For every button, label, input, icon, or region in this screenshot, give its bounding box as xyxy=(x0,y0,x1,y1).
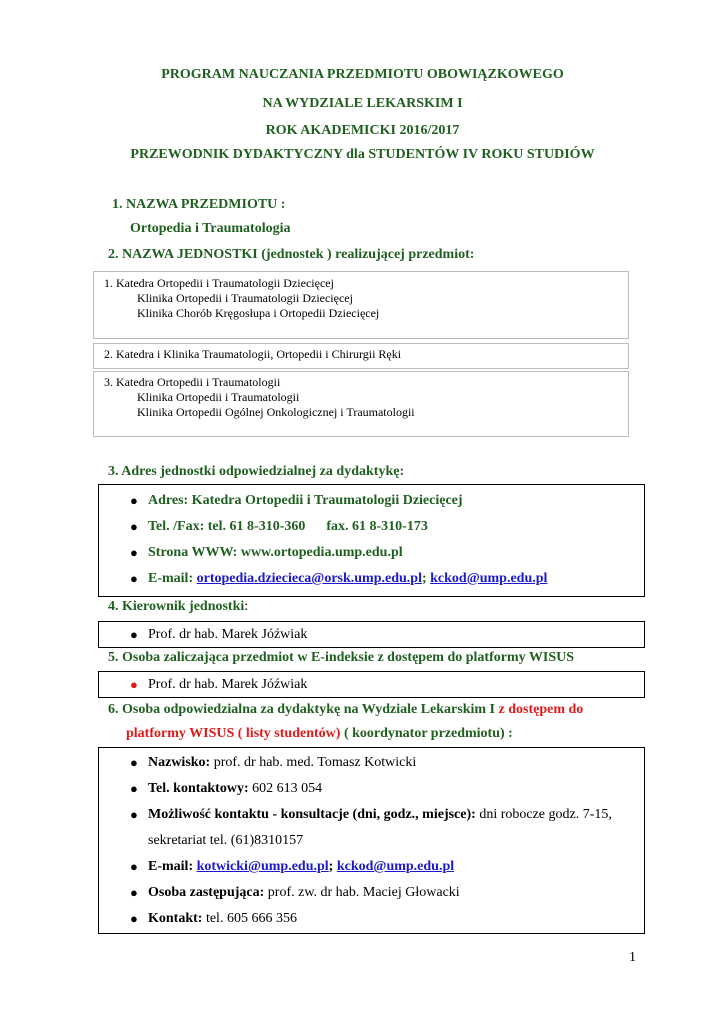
page-number: 1 xyxy=(629,950,636,965)
unit-2-title: 2. Katedra i Klinika Traumatologii, Ortopedii i Chirurgii Ręki xyxy=(104,347,402,361)
email-link-kotwicki[interactable]: kotwicki@ump.edu.pl xyxy=(196,859,329,874)
unit-3-clinic-2: Klinika Ortopedii Ogólnej Onkologicznej i Traumatologii xyxy=(137,405,415,419)
examiner-box: ● Prof. dr hab. Marek Jóźwiak xyxy=(98,671,645,698)
coordinator-box: ● Nazwisko: prof. dr hab. med. Tomasz Kotwicki ● Tel. kontaktowy: 602 613 054 ● Możliwość kontaktu - konsultacje (dni, godz., miejsce): dni robocze godz. 7-15, sekretariat tel. (61)8310157 ● E-mail: kotwicki@ump.edu.pl; kckod@ump.edu.pl ● Osoba zastępująca: prof. zw. dr hab. Maciej Głowacki ● Kontakt: tel. 605 666 356 xyxy=(98,747,645,934)
unit-1-clinic-2: Klinika Chorób Kręgosłupa i Ortopedii Dziecięcej xyxy=(137,306,380,320)
header-line-2: NA WYDZIALE LEKARSKIM I xyxy=(262,96,463,111)
email-link-2[interactable]: kckod@ump.edu.pl xyxy=(430,571,548,586)
bullet-icon: ● xyxy=(130,571,138,586)
bullet-icon: ● xyxy=(130,755,138,770)
section-2-heading: 2. NAZWA JEDNOSTKI (jednostek ) realizującej przedmiot: xyxy=(108,247,475,262)
email-link-kckod[interactable]: kckod@ump.edu.pl xyxy=(336,859,455,874)
section-1-heading: 1. NAZWA PRZEDMIOTU : xyxy=(112,197,286,212)
unit-1-box xyxy=(93,271,629,339)
bullet-icon: ● xyxy=(130,677,138,692)
head-of-unit-box: ● Prof. dr hab. Marek Jóźwiak xyxy=(98,621,645,648)
email-link-1[interactable]: ortopedia.dzieciecа@orsk.ump.edu.pl xyxy=(196,571,422,586)
unit-2-box xyxy=(93,343,629,369)
bullet-icon: ● xyxy=(130,781,138,796)
unit-3-title: 3. Katedra Ortopedii i Traumatologii xyxy=(104,375,281,389)
bullet-icon: ● xyxy=(130,545,138,560)
section-5-heading: 5. Osoba zaliczająca przedmiot w E-indeksie z dostępem do platformy WISUS xyxy=(108,650,574,665)
section-6-heading: 6. Osoba odpowiedzialna za dydaktykę na Wydziale Lekarskim I z dostępem do xyxy=(108,702,584,717)
bullet-icon: ● xyxy=(130,911,138,926)
bullet-icon: ● xyxy=(130,493,138,508)
unit-3-clinic-1: Klinika Ortopedii i Traumatologii xyxy=(137,390,300,404)
bullet-icon: ● xyxy=(130,859,138,874)
address-box: ● Adres: Katedra Ortopedii i Traumatologii Dziecięcej ● Tel. /Fax: tel. 61 8-310-360 fax. 61 8-310-173 ● Strona WWW: www.ortopedia.ump.edu.pl ● E-mail: ortopedia.dzieciecа@orsk.ump.edu.pl; kckod@ump.edu.pl xyxy=(98,484,645,597)
header-line-3: ROK AKADEMICKI 2016/2017 xyxy=(265,123,460,138)
unit-3-box xyxy=(93,371,629,437)
section-6-heading-cont: platformy WISUS ( listy studentów) ( koordynator przedmiotu) : xyxy=(126,726,513,741)
subject-name: Ortopedia i Traumatologia xyxy=(130,221,291,236)
consultation-secretariat: sekretariat tel. (61)8310157 xyxy=(148,833,304,848)
header-line-4: PRZEWODNIK DYDAKTYCZNY dla STUDENTÓW IV ROKU STUDIÓW xyxy=(130,147,595,162)
header-line-1: PROGRAM NAUCZANIA PRZEDMIOTU OBOWIĄZKOWEGO xyxy=(161,67,564,82)
bullet-icon: ● xyxy=(130,519,138,534)
section-3-heading: 3. Adres jednostki odpowiedzialnej za dydaktykę: xyxy=(108,464,405,479)
unit-1-clinic-1: Klinika Ortopedii i Traumatologii Dziecięcej xyxy=(137,291,353,305)
section-4-heading: 4. Kierownik jednostki: xyxy=(108,599,249,614)
bullet-icon: ● xyxy=(130,627,138,642)
bullet-icon: ● xyxy=(130,807,138,822)
unit-1-title: 1. Katedra Ortopedii i Traumatologii Dziecięcej xyxy=(104,276,334,290)
bullet-icon: ● xyxy=(130,885,138,900)
